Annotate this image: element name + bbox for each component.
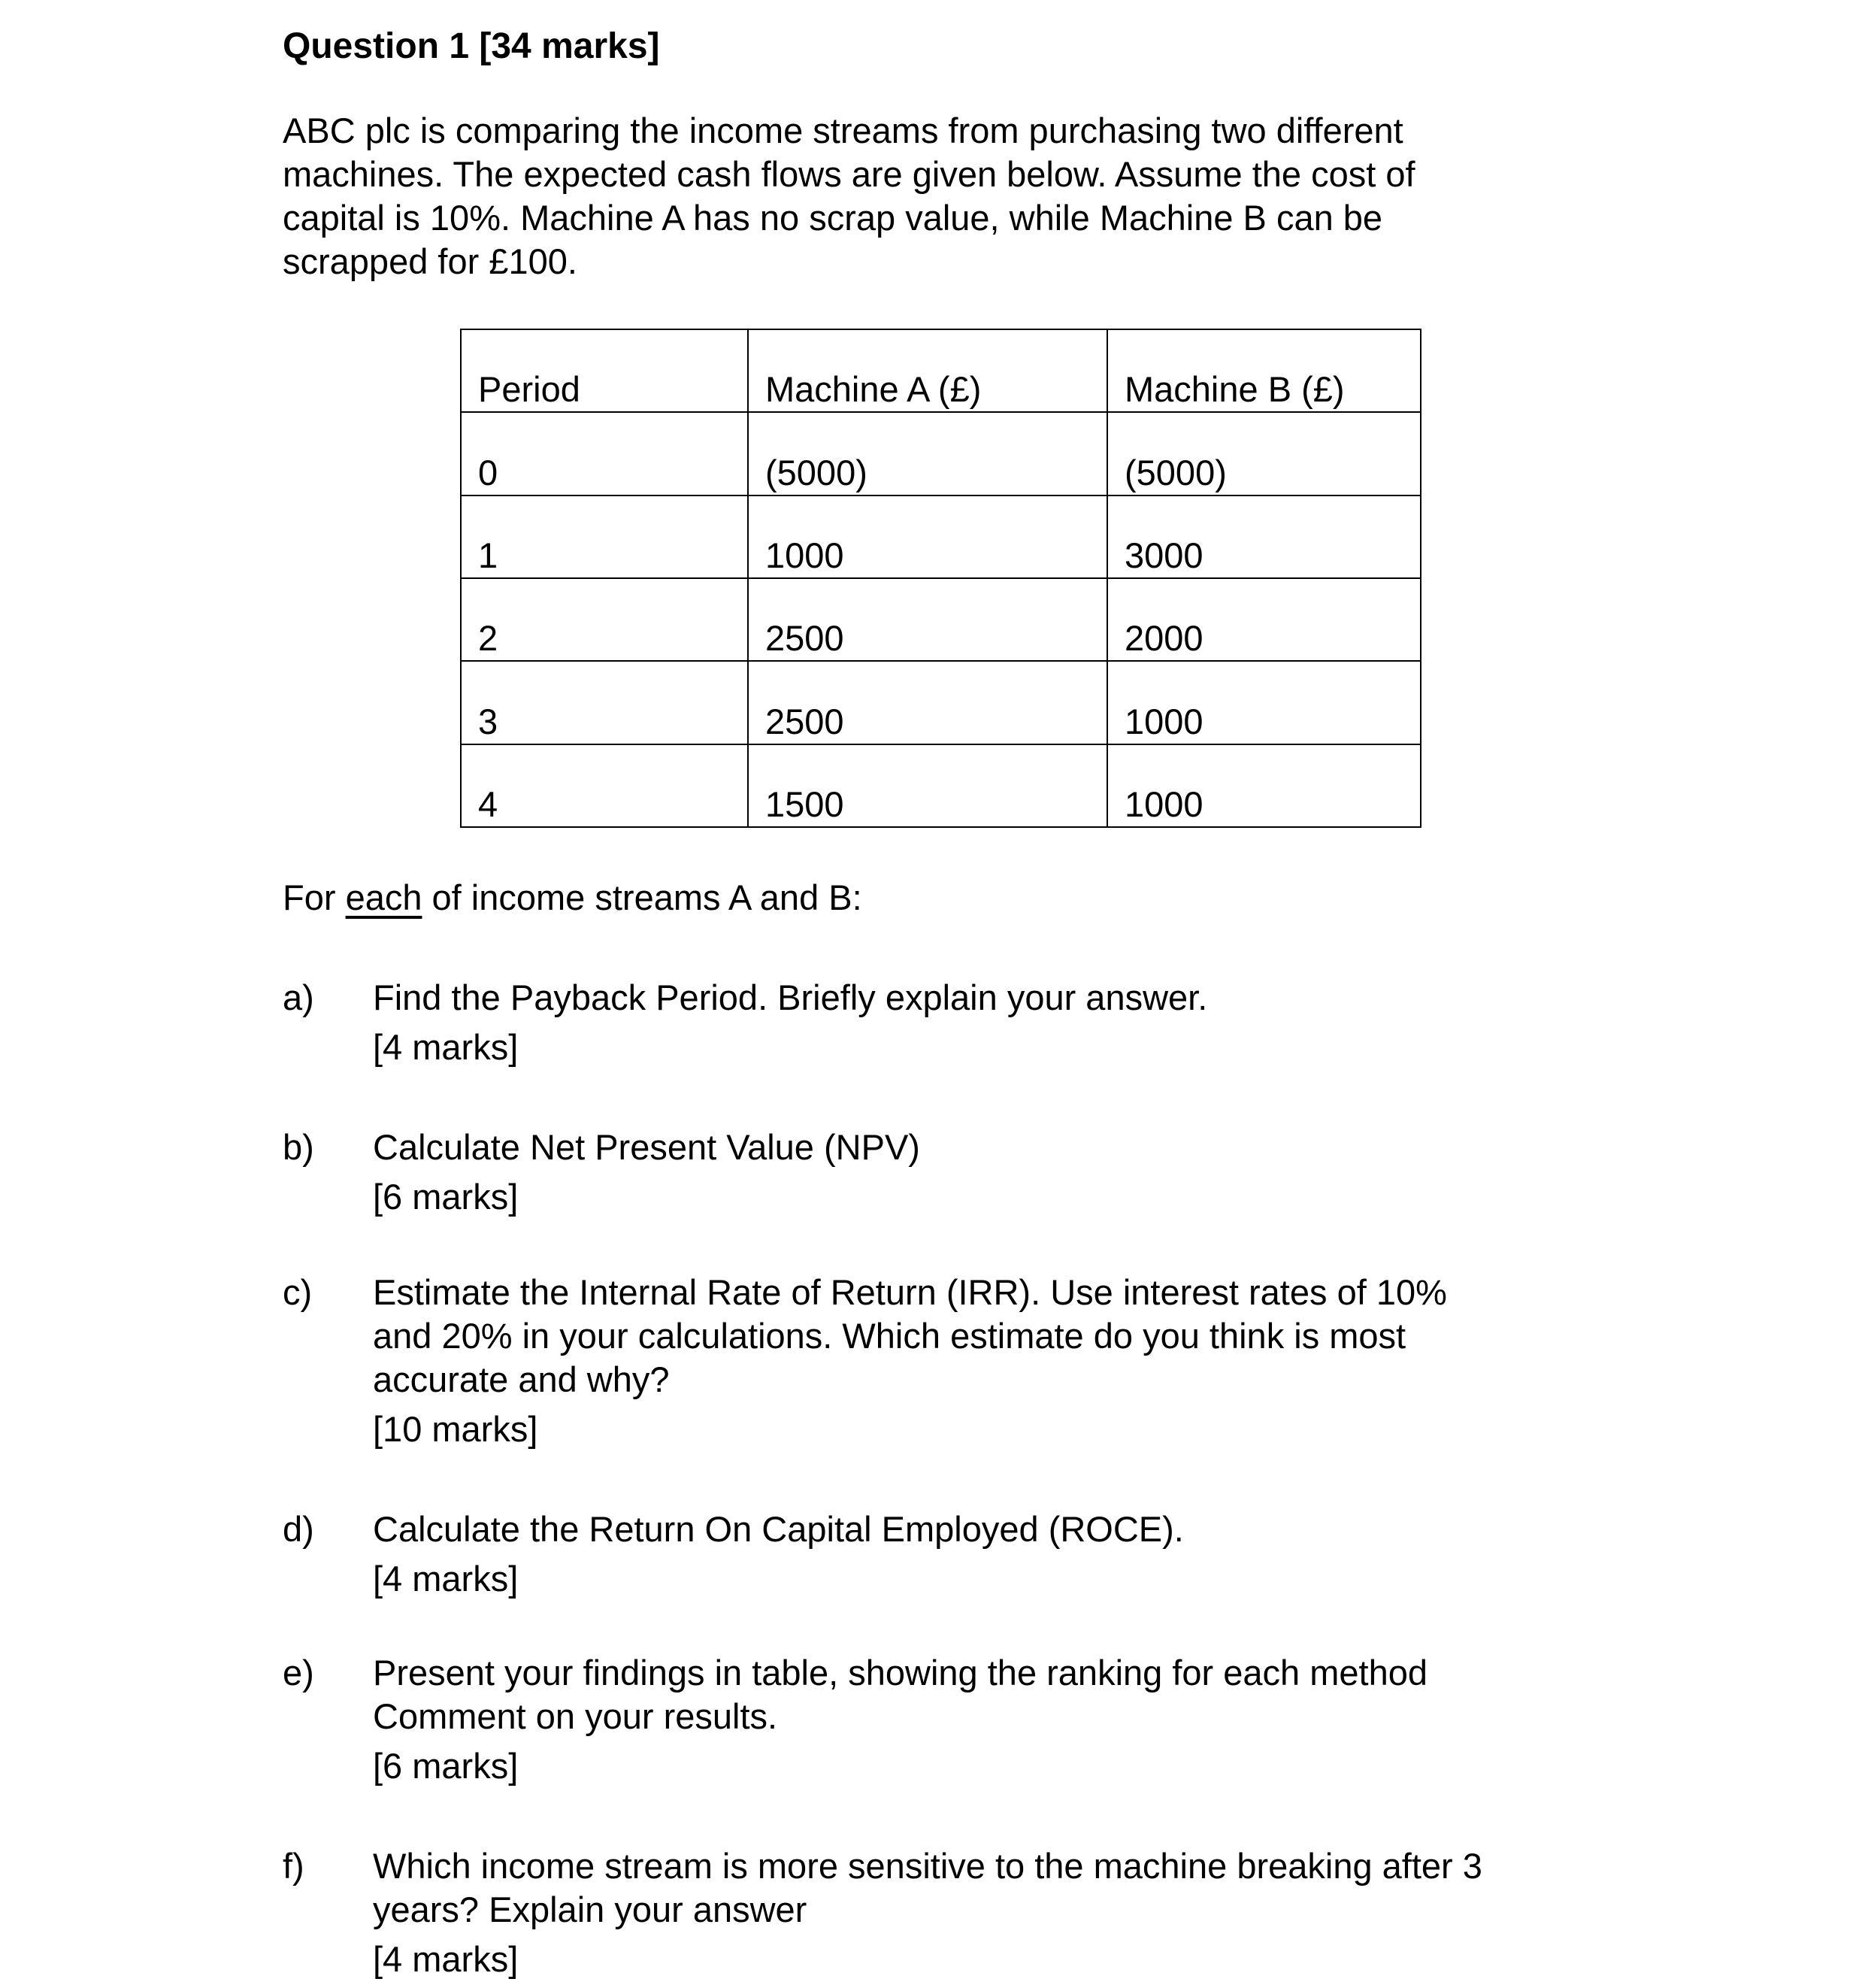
table-row	[461, 412, 1421, 495]
sub-question-letter: b)	[283, 1127, 314, 1167]
cell-machine-a: 1500	[748, 744, 1107, 827]
cash-flow-table	[460, 329, 1421, 828]
cell-machine-a: 1000	[748, 495, 1107, 578]
sub-question-marks: [10 marks]	[373, 1409, 538, 1449]
lead-before: For	[283, 877, 346, 917]
intro-line: scrapped for £100.	[283, 241, 577, 281]
sub-question-marks: [6 marks]	[373, 1177, 519, 1217]
sub-question-letter: a)	[283, 977, 314, 1017]
sub-question-text: accurate and why?	[373, 1359, 670, 1399]
cell-machine-a: 2500	[748, 578, 1107, 661]
sub-question-letter: d)	[283, 1509, 314, 1549]
sub-question-marks: [6 marks]	[373, 1746, 519, 1786]
header-period: Period	[461, 329, 748, 412]
sub-question-text: Comment on your results.	[373, 1696, 778, 1736]
instruction-lead	[283, 876, 862, 920]
cell-machine-a: (5000)	[748, 412, 1107, 495]
table-header-row	[461, 329, 1421, 412]
cell-machine-b: (5000)	[1107, 412, 1421, 495]
cell-period: 3	[461, 661, 748, 744]
cell-period: 1	[461, 495, 748, 578]
cell-machine-b: 1000	[1107, 661, 1421, 744]
sub-question-letter: f)	[283, 1846, 304, 1886]
sub-question-body	[373, 1271, 1651, 1451]
sub-question-marks: [4 marks]	[373, 1559, 519, 1599]
table-row	[461, 744, 1421, 827]
sub-question-text: Calculate the Return On Capital Employed (ROCE).	[373, 1509, 1184, 1549]
cell-period: 4	[461, 744, 748, 827]
sub-question-body	[373, 1844, 1651, 1981]
header-machine-b: Machine B (£)	[1107, 329, 1421, 412]
cell-period: 2	[461, 578, 748, 661]
sub-question-body	[373, 976, 1651, 1069]
cell-machine-b: 1000	[1107, 744, 1421, 827]
sub-question-body	[373, 1651, 1651, 1788]
sub-question-marks: [4 marks]	[373, 1027, 519, 1067]
sub-question-letter: e)	[283, 1653, 314, 1693]
cell-period: 0	[461, 412, 748, 495]
sub-question-text: and 20% in your calculations. Which estimate do you think is most	[373, 1316, 1406, 1356]
header-machine-a: Machine A (£)	[748, 329, 1107, 412]
intro-line: capital is 10%. Machine A has no scrap value, while Machine B can be	[283, 198, 1383, 238]
cell-machine-b: 3000	[1107, 495, 1421, 578]
intro-line: ABC plc is comparing the income streams from purchasing two different	[283, 111, 1403, 150]
table-row	[461, 661, 1421, 744]
sub-question-body	[373, 1126, 1651, 1219]
sub-question-text: Find the Payback Period. Briefly explain your answer.	[373, 977, 1208, 1017]
lead-after: of income streams A and B:	[422, 877, 862, 917]
question-title: Question 1 [34 marks]	[283, 26, 660, 66]
sub-question-text: Estimate the Internal Rate of Return (IRR). Use interest rates of 10%	[373, 1272, 1447, 1312]
sub-question-text: years? Explain your answer	[373, 1890, 807, 1929]
sub-question-text: Present your findings in table, showing the ranking for each method	[373, 1653, 1428, 1693]
cell-machine-a: 2500	[748, 661, 1107, 744]
table-row	[461, 578, 1421, 661]
lead-underlined-word: each	[345, 877, 422, 917]
intro-line: machines. The expected cash flows are given below. Assume the cost of	[283, 154, 1415, 194]
intro-paragraph	[283, 109, 1530, 283]
sub-question-letter: c)	[283, 1272, 313, 1312]
sub-question-marks: [4 marks]	[373, 1939, 519, 1979]
cell-machine-b: 2000	[1107, 578, 1421, 661]
sub-question-text: Calculate Net Present Value (NPV)	[373, 1127, 920, 1167]
table-row	[461, 495, 1421, 578]
sub-question-body	[373, 1508, 1651, 1601]
sub-question-text: Which income stream is more sensitive to the machine breaking after 3	[373, 1846, 1482, 1886]
